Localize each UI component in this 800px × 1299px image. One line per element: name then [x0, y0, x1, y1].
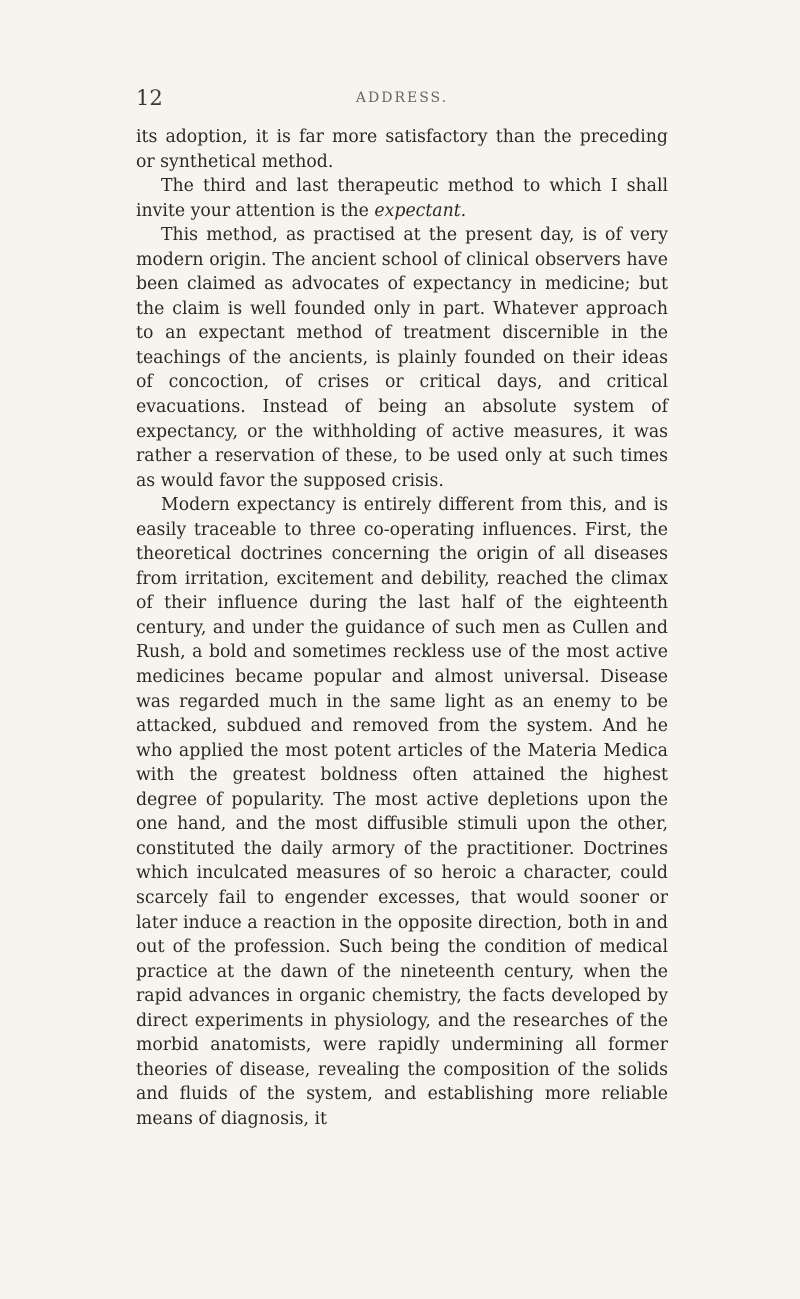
- page-number: 12: [136, 86, 163, 110]
- paragraph-text: The third and last therapeutic method to which I shall invite your attention is the: [136, 176, 668, 221]
- emphasis-expectant: expectant.: [374, 200, 467, 221]
- paragraph-modern-origin: This method, as practised at the present day, is of very modern origin. The ancient school of clinical observers have been claimed as advocates of expectancy in medicine; but the claim is well founded only in part. Whatever approach to an expectant method of treatment discernible in the teachings of the ancients, is plainly founded on their ideas of concoction, of crises or critical days, and critical evacuations. Instead of being an absolute system of expectancy, or the withholding of active measures, it was rather a reservation of these, to be used only at such times as would favor the supposed crisis.: [136, 225, 668, 491]
- paragraph-modern-expectancy: Modern expectancy is entirely different from this, and is easily traceable to three co-operating influences. First, the theoretical doctrines concerning the origin of all diseases from irritation, excitement and debility, reached the climax of their influence during the last half of the eighteenth century, and under the guidance of such men as Cullen and Rush, a bold and sometimes reckless use of the most active medicines became popular and almost universal. Disease was regarded much in the same light as an enemy to be attacked, subdued and removed from the system. And he who applied the most potent articles of the Materia Medica with the greatest boldness often attained the highest degree of popularity. The most active depletions upon the one hand, and the most diffusible stimuli upon the other, constituted the daily armory of the practitioner. Doctrines which inculcated measures of so heroic a character, could scarcely fail to engender excesses, that would sooner or later induce a reaction in the opposite direction, both in and out of the profession. Such being the condition of medical practice at the dawn of the nineteenth century, when the rapid advances in organic chemistry, the facts developed by direct experiments in physiology, and the researches of the morbid anatomists, were rapidly undermining all former theories of disease, revealing the composition of the solids and fluids of the system, and establishing more reliable means of diagnosis, it: [136, 495, 668, 1129]
- body-text: [136, 125, 668, 1131]
- paragraph-expectant-method: [136, 174, 668, 223]
- page-header: [136, 86, 668, 114]
- paragraph-continuation: its adoption, it is far more satisfactory than the preceding or synthetical method.: [136, 127, 668, 172]
- running-head: ADDRESS.: [355, 90, 449, 106]
